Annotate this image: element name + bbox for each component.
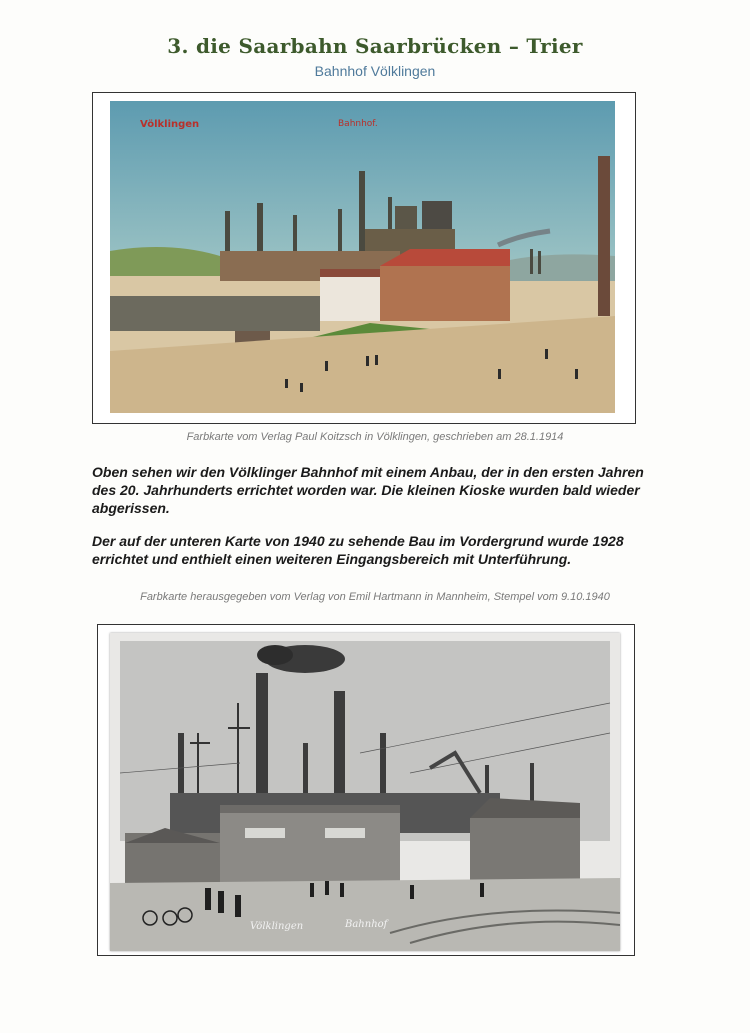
- postcard-1940-caption: Farbkarte herausgegeben vom Verlag von Emil Hartmann in Mannheim, Stempel vom 9.10.1940: [140, 591, 610, 603]
- postcard-1914-label-station: Bahnhof.: [338, 119, 378, 129]
- page-subtitle: Bahnhof Völklingen: [314, 63, 436, 79]
- description-paragraph-1: Oben sehen wir den Völklinger Bahnhof mit einem Anbau, der in den ersten Jahren des 20. Jahrhunderts errichtet worden war. Die kleinen Kioske wurden bald wieder abgerissen.: [92, 464, 644, 516]
- postcard-image-1914: [110, 101, 615, 413]
- postcard-image-1940: [110, 633, 620, 951]
- postcard-1914-caption: Farbkarte vom Verlag Paul Koitzsch in Völklingen, geschrieben am 28.1.1914: [186, 431, 564, 443]
- postcard-1914-label-town: Völklingen: [140, 119, 200, 130]
- postcard-frame-bottom: [97, 624, 635, 956]
- postcard-1914-illustration: [110, 101, 615, 413]
- postcard-1940-label-town: Völklingen: [250, 921, 304, 932]
- postcard-1940-label-station: Bahnhof: [345, 919, 388, 930]
- postcard-1940-illustration: [110, 633, 620, 951]
- page-title: 3. die Saarbahn Saarbrücken – Trier: [167, 34, 583, 58]
- postcard-frame-top: [92, 92, 636, 424]
- description-paragraph-2: Der auf der unteren Karte von 1940 zu sehende Bau im Vordergrund wurde 1928 errichtet und enthielt einen weiteren Eingangsbereich mit Unterführung.: [92, 533, 624, 567]
